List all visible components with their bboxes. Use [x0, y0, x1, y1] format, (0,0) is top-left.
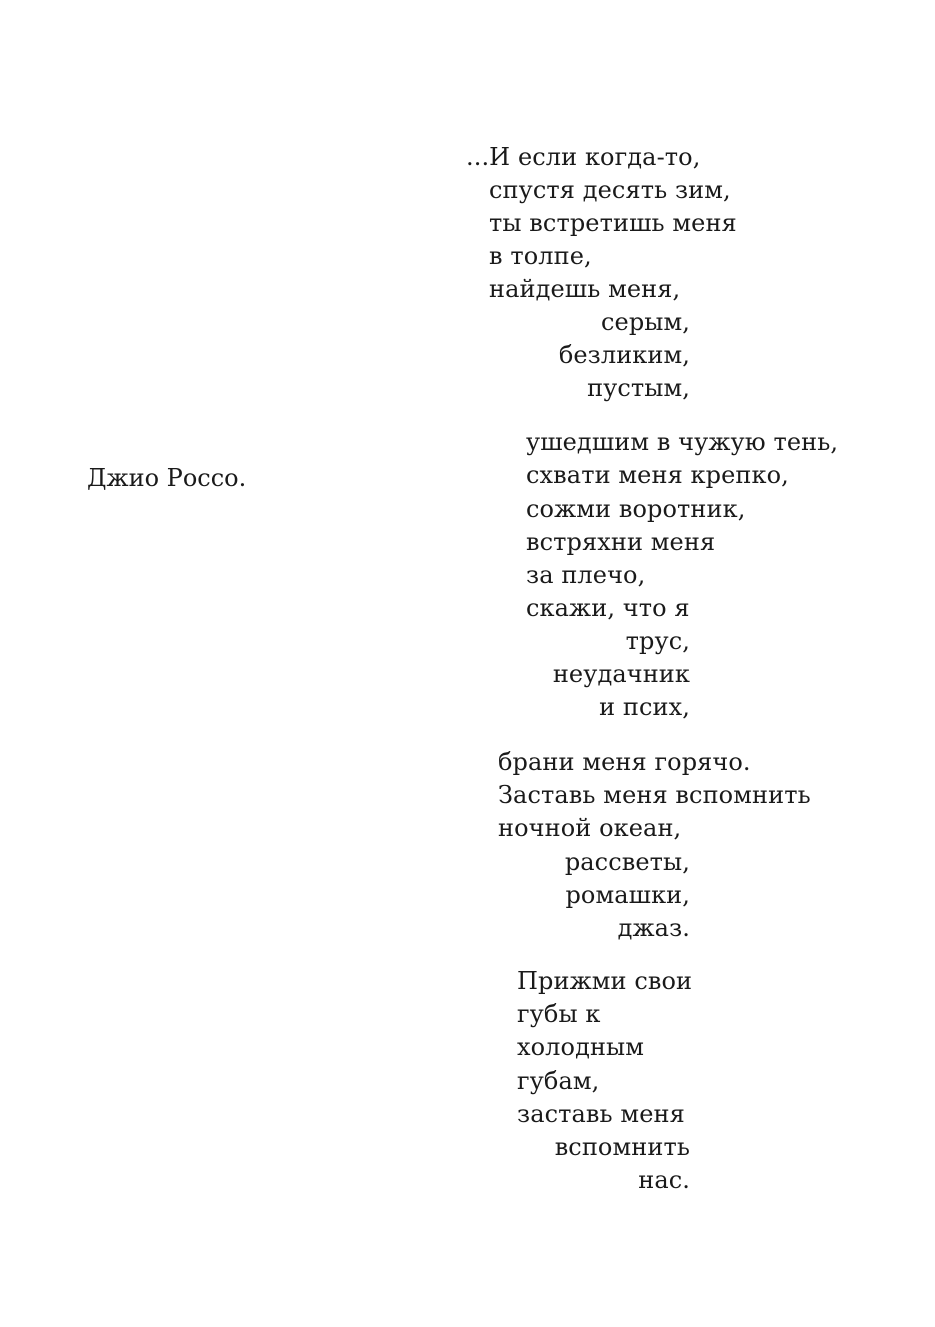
poem-line: спустя десять зим, — [489, 176, 731, 204]
poem-line: схвати меня крепко, — [526, 461, 789, 489]
poem-line: ночной океан, — [498, 814, 682, 842]
poem-line: губам, — [517, 1067, 600, 1095]
poem-line: встряхни меня — [526, 528, 716, 556]
poem-line: Прижми свои — [517, 967, 693, 995]
poem-line: за плечо, — [526, 561, 646, 589]
poem-line: в толпе, — [489, 242, 592, 270]
author-name: Джио Россо. — [87, 464, 247, 492]
poem-line: губы к — [517, 1000, 601, 1028]
poem-line: вспомнить — [554, 1133, 690, 1161]
poem-line: пустым, — [587, 374, 690, 402]
poem-line: найдешь меня, — [489, 275, 681, 303]
poem-line: брани меня горячо. — [498, 748, 751, 776]
poem-line: нас. — [638, 1166, 690, 1194]
poem-line: трус, — [625, 627, 690, 655]
poem-line: джаз. — [617, 914, 690, 942]
poem-line: скажи, что я — [526, 594, 690, 622]
poem-line: неудачник — [552, 660, 690, 688]
poem-line: холодным — [517, 1033, 645, 1061]
poem-line: ромашки, — [565, 881, 690, 909]
poem-line: сожми воротник, — [526, 495, 746, 523]
poem-line: ушедшим в чужую тень, — [526, 428, 839, 456]
poem-line: заставь меня — [517, 1100, 685, 1128]
poem-line: ...И если когда-то, — [466, 143, 701, 171]
poem-line: серым, — [600, 308, 690, 336]
poem-line: безликим, — [558, 341, 690, 369]
poem-line: Заставь меня вспомнить — [498, 781, 811, 809]
poem-line: рассветы, — [564, 848, 690, 876]
poem-line: и псих, — [599, 693, 690, 721]
poem-line: ты встретишь меня — [489, 209, 737, 237]
